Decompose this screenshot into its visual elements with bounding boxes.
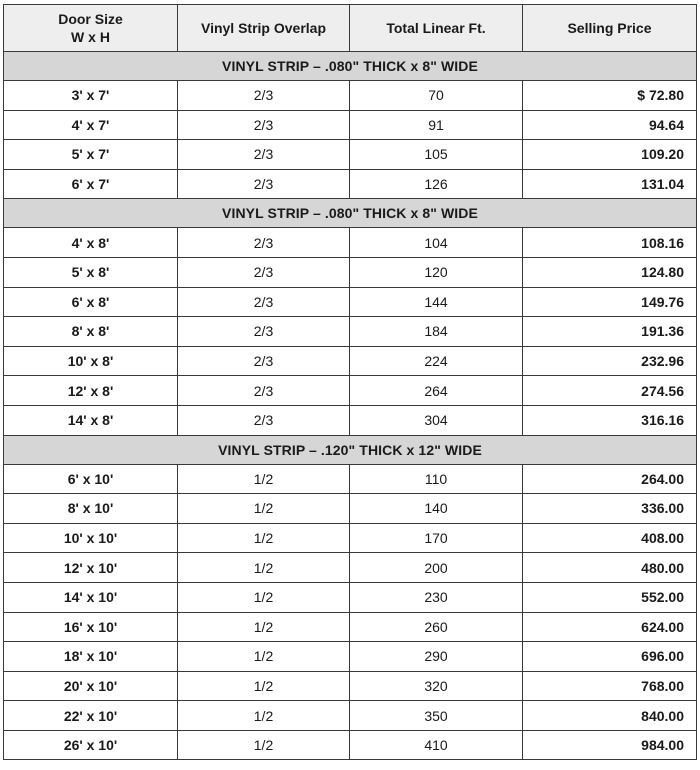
table-row (4, 523, 697, 553)
overlap-cell: 1/2 (178, 494, 350, 524)
selling-price-cell: 131.04 (523, 169, 697, 199)
selling-price-cell: 316.16 (523, 405, 697, 435)
linear-ft-cell: 320 (350, 671, 523, 701)
door-size-cell: 5' x 8' (4, 257, 178, 287)
table-row (4, 701, 697, 731)
overlap-cell: 2/3 (178, 376, 350, 406)
selling-price-cell: 984.00 (523, 730, 697, 760)
selling-price-cell: 124.80 (523, 257, 697, 287)
door-size-cell: 6' x 8' (4, 287, 178, 317)
overlap-cell: 2/3 (178, 287, 350, 317)
header-door-size-line2: W x H (71, 29, 110, 45)
door-size-cell: 20' x 10' (4, 671, 178, 701)
linear-ft-cell: 91 (350, 110, 523, 140)
selling-price-cell: 408.00 (523, 523, 697, 553)
overlap-cell: 2/3 (178, 169, 350, 199)
selling-price-cell: 624.00 (523, 612, 697, 642)
selling-price-cell: 768.00 (523, 671, 697, 701)
linear-ft-cell: 350 (350, 701, 523, 731)
table-row (4, 730, 697, 760)
selling-price-cell: 480.00 (523, 553, 697, 583)
door-size-cell: 4' x 8' (4, 228, 178, 258)
table-row (4, 81, 697, 111)
linear-ft-cell: 264 (350, 376, 523, 406)
overlap-cell: 2/3 (178, 81, 350, 111)
overlap-cell: 2/3 (178, 140, 350, 170)
linear-ft-cell: 120 (350, 257, 523, 287)
overlap-cell: 1/2 (178, 701, 350, 731)
linear-ft-cell: 126 (350, 169, 523, 199)
table-row (4, 317, 697, 347)
linear-ft-cell: 110 (350, 464, 523, 494)
selling-price-cell: 232.96 (523, 346, 697, 376)
door-size-cell: 6' x 10' (4, 464, 178, 494)
table-row (4, 346, 697, 376)
door-size-cell: 22' x 10' (4, 701, 178, 731)
overlap-cell: 1/2 (178, 671, 350, 701)
overlap-cell: 2/3 (178, 405, 350, 435)
door-size-cell: 12' x 10' (4, 553, 178, 583)
door-size-cell: 12' x 8' (4, 376, 178, 406)
price-table (3, 4, 697, 760)
table-row (4, 582, 697, 612)
overlap-cell: 1/2 (178, 612, 350, 642)
header-door-size (4, 5, 178, 52)
overlap-cell: 1/2 (178, 523, 350, 553)
overlap-cell: 1/2 (178, 553, 350, 583)
linear-ft-cell: 170 (350, 523, 523, 553)
door-size-cell: 8' x 8' (4, 317, 178, 347)
table-row (4, 671, 697, 701)
table-row (4, 405, 697, 435)
selling-price-cell: 149.76 (523, 287, 697, 317)
selling-price-cell: 696.00 (523, 642, 697, 672)
selling-price-cell: 264.00 (523, 464, 697, 494)
table-header (4, 5, 697, 52)
selling-price-cell: 109.20 (523, 140, 697, 170)
linear-ft-cell: 200 (350, 553, 523, 583)
section-title: VINYL STRIP – .120" THICK x 12" WIDE (4, 435, 697, 464)
overlap-cell: 1/2 (178, 582, 350, 612)
linear-ft-cell: 224 (350, 346, 523, 376)
selling-price-cell: 191.36 (523, 317, 697, 347)
overlap-cell: 2/3 (178, 257, 350, 287)
linear-ft-cell: 290 (350, 642, 523, 672)
door-size-cell: 14' x 10' (4, 582, 178, 612)
section-title: VINYL STRIP – .080" THICK x 8" WIDE (4, 52, 697, 81)
selling-price-cell: 552.00 (523, 582, 697, 612)
door-size-cell: 14' x 8' (4, 405, 178, 435)
overlap-cell: 2/3 (178, 110, 350, 140)
door-size-cell: 6' x 7' (4, 169, 178, 199)
section-header-row (4, 199, 697, 228)
selling-price-cell: 108.16 (523, 228, 697, 258)
door-size-cell: 5' x 7' (4, 140, 178, 170)
linear-ft-cell: 104 (350, 228, 523, 258)
selling-price-cell: $ 72.80 (523, 81, 697, 111)
overlap-cell: 2/3 (178, 346, 350, 376)
overlap-cell: 2/3 (178, 317, 350, 347)
table-row (4, 287, 697, 317)
table-row (4, 612, 697, 642)
header-linear-ft: Total Linear Ft. (350, 5, 523, 52)
table-row (4, 228, 697, 258)
linear-ft-cell: 304 (350, 405, 523, 435)
section-title: VINYL STRIP – .080" THICK x 8" WIDE (4, 199, 697, 228)
selling-price-cell: 94.64 (523, 110, 697, 140)
header-row (4, 5, 697, 52)
selling-price-cell: 274.56 (523, 376, 697, 406)
linear-ft-cell: 184 (350, 317, 523, 347)
door-size-cell: 26' x 10' (4, 730, 178, 760)
door-size-cell: 18' x 10' (4, 642, 178, 672)
door-size-cell: 4' x 7' (4, 110, 178, 140)
door-size-cell: 10' x 10' (4, 523, 178, 553)
table-row (4, 494, 697, 524)
selling-price-cell: 336.00 (523, 494, 697, 524)
header-door-size-line1: Door Size (58, 11, 123, 27)
linear-ft-cell: 70 (350, 81, 523, 111)
selling-price-cell: 840.00 (523, 701, 697, 731)
linear-ft-cell: 144 (350, 287, 523, 317)
overlap-cell: 1/2 (178, 730, 350, 760)
table-row (4, 376, 697, 406)
door-size-cell: 8' x 10' (4, 494, 178, 524)
linear-ft-cell: 410 (350, 730, 523, 760)
door-size-cell: 10' x 8' (4, 346, 178, 376)
table-row (4, 140, 697, 170)
header-overlap: Vinyl Strip Overlap (178, 5, 350, 52)
table-row (4, 110, 697, 140)
linear-ft-cell: 105 (350, 140, 523, 170)
table-row (4, 553, 697, 583)
overlap-cell: 1/2 (178, 464, 350, 494)
linear-ft-cell: 230 (350, 582, 523, 612)
linear-ft-cell: 260 (350, 612, 523, 642)
door-size-cell: 16' x 10' (4, 612, 178, 642)
overlap-cell: 2/3 (178, 228, 350, 258)
table-row (4, 464, 697, 494)
table-row (4, 169, 697, 199)
section-header-row (4, 52, 697, 81)
linear-ft-cell: 140 (350, 494, 523, 524)
table-body (4, 52, 697, 760)
overlap-cell: 1/2 (178, 642, 350, 672)
section-header-row (4, 435, 697, 464)
table-row (4, 642, 697, 672)
header-selling-price: Selling Price (523, 5, 697, 52)
door-size-cell: 3' x 7' (4, 81, 178, 111)
table-row (4, 257, 697, 287)
